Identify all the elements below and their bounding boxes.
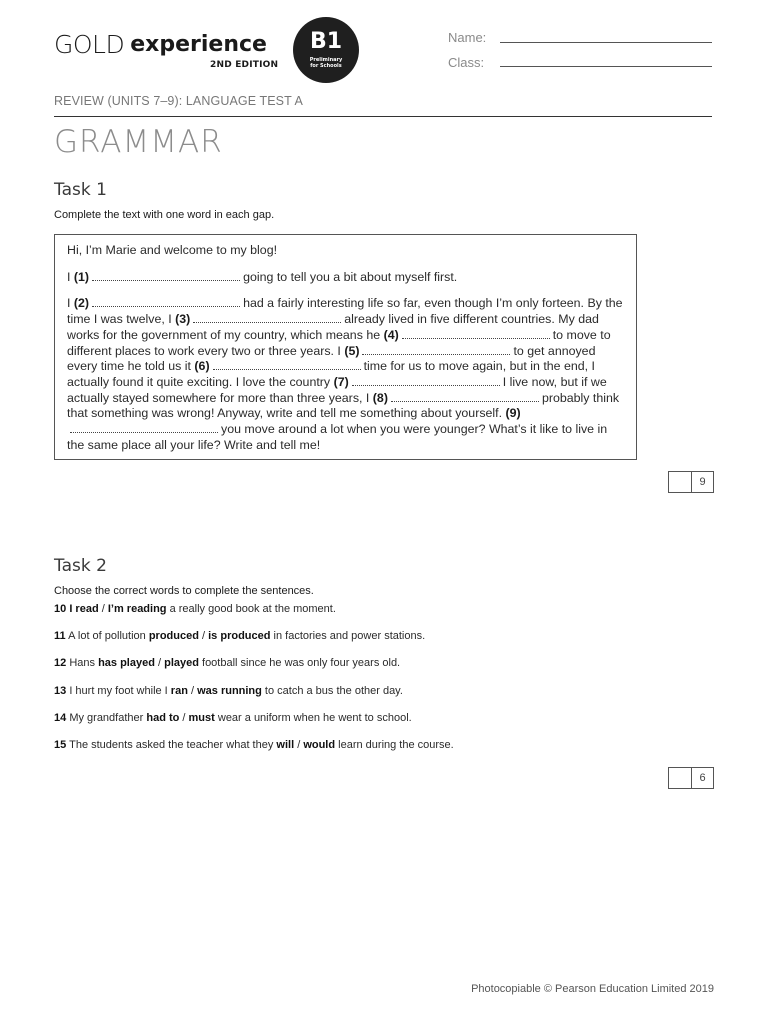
gap-5[interactable] bbox=[362, 344, 510, 355]
gap-3[interactable] bbox=[193, 312, 341, 323]
option-a[interactable]: ran bbox=[170, 685, 188, 697]
gap-number: (9) bbox=[505, 406, 521, 421]
gap-1[interactable] bbox=[92, 270, 240, 281]
badge-level: B1 bbox=[309, 29, 343, 54]
gap-2[interactable] bbox=[92, 296, 240, 307]
gap-number: (7) bbox=[333, 374, 349, 389]
section-title: GRAMMAR bbox=[54, 124, 223, 160]
sentence-15: 15 The students asked the teacher what they will / would learn during the course. bbox=[54, 739, 454, 751]
sentence-13: 13 I hurt my foot while I ran / was running to catch a bus the other day. bbox=[54, 685, 403, 697]
task1-title: Task 1 bbox=[54, 180, 107, 200]
task1-score-box bbox=[668, 471, 714, 493]
task2-instruction: Choose the correct words to complete the sentences. bbox=[54, 585, 314, 597]
option-b[interactable]: would bbox=[303, 739, 336, 751]
option-a[interactable]: produced bbox=[148, 630, 199, 642]
gap-number: (5) bbox=[344, 343, 360, 358]
gap-number: (1) bbox=[73, 269, 90, 284]
score-total: 9 bbox=[699, 476, 706, 488]
gap-number: (6) bbox=[194, 359, 210, 374]
copyright-footer: Photocopiable © Pearson Education Limited 2019 bbox=[471, 983, 714, 995]
header-divider bbox=[54, 116, 712, 117]
task1-text-box bbox=[54, 234, 637, 460]
name-field[interactable] bbox=[500, 42, 712, 43]
badge-subtitle: Preliminary for Schools bbox=[309, 57, 343, 69]
option-a[interactable]: I read bbox=[69, 603, 99, 615]
gap-number: (4) bbox=[383, 327, 399, 342]
review-title: REVIEW (UNITS 7–9): LANGUAGE TEST A bbox=[54, 94, 303, 108]
option-a[interactable]: had to bbox=[146, 712, 180, 724]
gap-4[interactable] bbox=[402, 328, 550, 339]
blog-greeting: Hi, I’m Marie and welcome to my blog! bbox=[67, 243, 278, 257]
edition-label: 2ND EDITION bbox=[210, 60, 279, 70]
blog-paragraph: I (2) had a fairly interesting life so far, even though I’m only forteen. By the time I was twelve, I (3) already lived in five different countries. My dad works for the government of my country, which means he (4) to move to different places to work every two or three years. I (5) to get annoyed every time he told us it (6) time for us to move again, but in the end, I actually found it quite exciting. I love the country (7) I live now, but if we actually stayed somewhere for more than three years, I (8) probably think that something was wrong! Anyway, write and tell me something about yourself. (9)you move around a lot when you were younger? What’s it like to live in the same place all your life? Write and tell me! bbox=[67, 296, 623, 452]
gap-number: (2) bbox=[73, 296, 90, 311]
gap-9[interactable] bbox=[70, 422, 218, 433]
level-badge bbox=[293, 17, 359, 83]
score-input[interactable] bbox=[669, 768, 692, 788]
option-b[interactable]: I’m reading bbox=[107, 603, 167, 615]
option-b[interactable]: played bbox=[164, 657, 199, 669]
gap-number: (3) bbox=[175, 312, 191, 327]
class-label: Class: bbox=[448, 55, 485, 70]
sentence-11: 11 A lot of pollution produced / is produced in factories and power stations. bbox=[54, 630, 426, 642]
task2-title: Task 2 bbox=[54, 556, 107, 576]
sentence-12: 12 Hans has played / played football since he was only four years old. bbox=[54, 657, 401, 669]
logo-gold: GOLD bbox=[54, 30, 125, 59]
score-total: 6 bbox=[699, 772, 706, 784]
score-input[interactable] bbox=[669, 472, 692, 492]
option-b[interactable]: is produced bbox=[208, 630, 271, 642]
option-b[interactable]: must bbox=[188, 712, 215, 724]
option-a[interactable]: will bbox=[276, 739, 295, 751]
gap-7[interactable] bbox=[352, 375, 500, 386]
option-b[interactable]: was running bbox=[197, 685, 262, 697]
task2-score-box bbox=[668, 767, 714, 789]
sentence-10: 10 I read / I’m reading a really good book at the moment. bbox=[54, 603, 336, 615]
blog-line-1: I (1) going to tell you a bit about myself first. bbox=[67, 269, 458, 284]
gap-number: (8) bbox=[372, 390, 388, 405]
option-a[interactable]: has played bbox=[98, 657, 155, 669]
gap-8[interactable] bbox=[391, 391, 539, 402]
sentence-14: 14 My grandfather had to / must wear a uniform when he went to school. bbox=[54, 712, 412, 724]
class-field[interactable] bbox=[500, 66, 712, 67]
name-label: Name: bbox=[448, 30, 487, 45]
gap-6[interactable] bbox=[213, 359, 361, 370]
logo-experience: experience bbox=[130, 32, 267, 57]
task1-instruction: Complete the text with one word in each gap. bbox=[54, 209, 275, 221]
